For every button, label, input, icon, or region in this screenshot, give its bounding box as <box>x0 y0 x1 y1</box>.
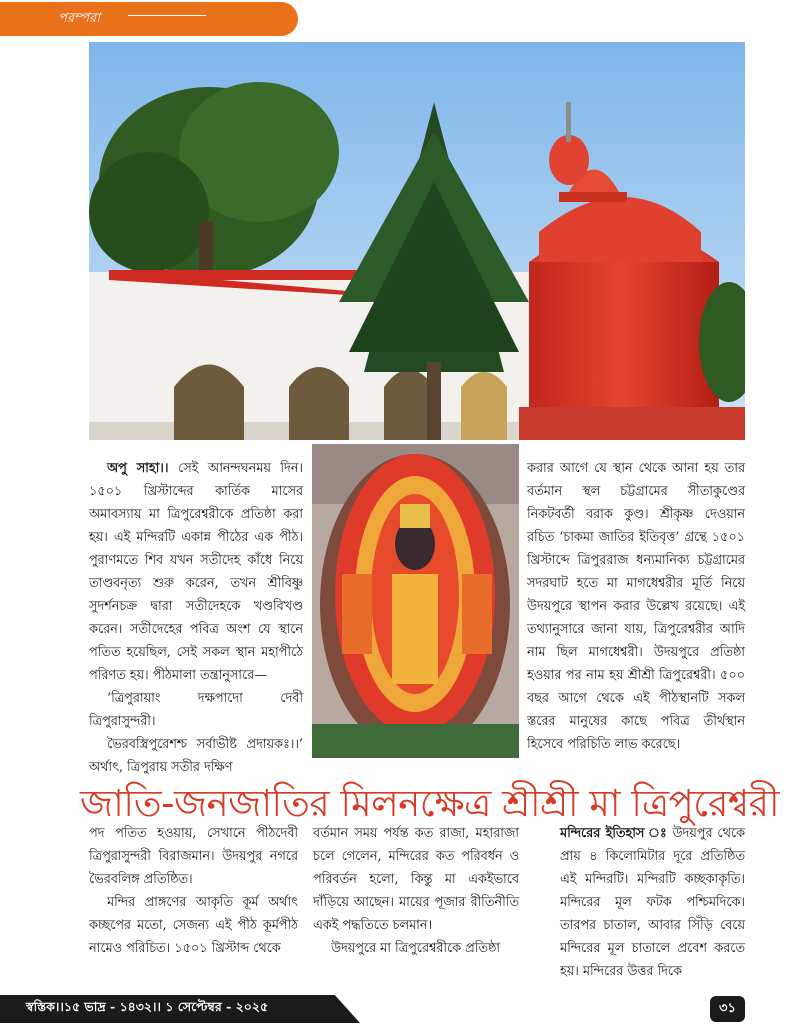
section-tab <box>0 2 298 36</box>
section-label: পরম্পরা <box>58 11 100 26</box>
section-divider <box>128 15 206 16</box>
paragraph: মন্দির প্রাঙ্গণের আকৃতি কূর্ম অর্থাৎ কচ্ছপের মতো, সেজন্য এই পীঠ কূর্মপীঠ নামেও পরিচিত। ১৫০১ খ্রিস্টাব্দ থেকে <box>89 895 298 956</box>
article-headline: জাতি-জনজাতির মিলনক্ষেত্র শ্রীশ্রী মা ত্রিপুরেশ্বরী <box>80 782 780 825</box>
article-column-1 <box>89 457 303 779</box>
paragraph: সেই আনন্দঘনময় দিন। ১৫০১ খ্রিস্টাব্দের কার্তিক মাসের অমাবস্যায় মা ত্রিপুরেশ্বরীকে প্রতিষ্ঠা করা হয়। এই মন্দিরটি একান্ন পীঠের এক পীঠ। পুরাণমতে শিব যখন সতীদেহ কাঁধে নিয়ে তাণ্ডবনৃত্য শুরু করেন, তখন শ্রীবিষ্ণু সুদর্শনচক্র দ্বারা সতীদেহকে খণ্ডবিখণ্ড করেন। সতীদেহের পবিত্র অংশ যে স্থানে পতিত হয়েছিল, সেই সকল স্থান মহাপীঠে পরিণত হয়। পীঠমালা তন্ত্রানুসারে— <box>89 461 303 683</box>
paragraph: করার আগে যে স্থান থেকে আনা হয় তার বর্তমান স্থল চট্টগ্রামের সীতাকুণ্ডের নিকটবর্তী বরাক কুণ্ড। শ্রীকৃষ্ণ দেওয়ান রচিত ‘চাকমা জাতির ইতিবৃত্ত’ গ্রন্থে ১৫০১ খ্রিস্টাব্দে ত্রিপুররাজ ধন্যমানিক্য চট্টগ্রামের সদরঘাট হতে মা মাগধেশ্বরীর মূর্তি নিয়ে উদয়পুরে স্থাপন করার উল্লেখ রয়েছে। এই তথ্যানুসারে জানা যায়, ত্রিপুরেশ্বরীর আদি নাম ছিল মাগধেশ্বরী। উদয়পুরে প্রতিষ্ঠা হওয়ার পর নাম হয় শ্রীশ্রী ত্রিপুরেশ্বরী। ৫০০ বছর আগে থেকে এই পীঠস্থানটি সকল স্তরের মানুষের কাছে পবিত্র তীর্থস্থান হিসেবে পরিচিতি লাভ করেছে। <box>527 461 745 752</box>
page-number: ৩১ <box>710 996 745 1022</box>
verse-line: ‘ত্রিপুরায়াং দক্ষপাদো দেবী ত্রিপুরাসুন্দরী। <box>89 691 303 729</box>
deity-photo <box>312 444 519 758</box>
author-byline: অপু সাহা।। <box>107 461 169 476</box>
article-column-4 <box>313 822 519 960</box>
article-column-3 <box>89 822 298 960</box>
paragraph: উদয়পুর থেকে প্রায় ৪ কিলোমিটার দূরে প্রতিষ্ঠিত এই মন্দিরটি। মন্দিরটি কচ্ছকাকৃতি। মন্দিরের মূল ফটক পশ্চিমদিকে। তারপর চাতাল, আবার সিঁড়ি বেয়ে মন্দিরের মূল চাতালে প্রবেশ করতে হয়। মন্দিরের উত্তর দিকে <box>560 826 745 979</box>
article-column-5 <box>560 822 745 983</box>
paragraph: উদয়পুরে মা ত্রিপুরেশ্বরীকে প্রতিষ্ঠা <box>331 941 501 956</box>
paragraph: বর্তমান সময় পর্যন্ত কত রাজা, মহারাজা চলে গেলেন, মন্দিরের কত পরিবর্ধন ও পরিবর্তন হলো, কিন্তু মা একইভাবে দাঁড়িয়ে আছেন। মায়ের পূজার রীতিনীতি একই পদ্ধতিতে চলমান। <box>313 826 519 933</box>
verse-line: ভৈরবস্ত্রিপুরেশশ্চ সর্বাভীষ্ট প্রদায়কঃ।।’ অর্থাৎ, ত্রিপুরায় সতীর দক্ষিণ <box>89 737 303 775</box>
temple-photo <box>89 42 745 440</box>
subheading: মন্দিরের ইতিহাস ঃ <box>560 826 668 841</box>
publication-info: স্বস্তিক।।১৫ ভাদ্র - ১৪৩২।। ১ সেপ্টেম্বর - ২০২৫ <box>26 999 269 1014</box>
paragraph: পদ পতিত হওয়ায়, সেখানে পীঠদেবী ত্রিপুরাসুন্দরী বিরাজমান। উদয়পুর নগরে ভৈরবলিঙ্গ প্রতিষ্ঠিত। <box>89 826 298 887</box>
article-column-2 <box>527 457 745 756</box>
